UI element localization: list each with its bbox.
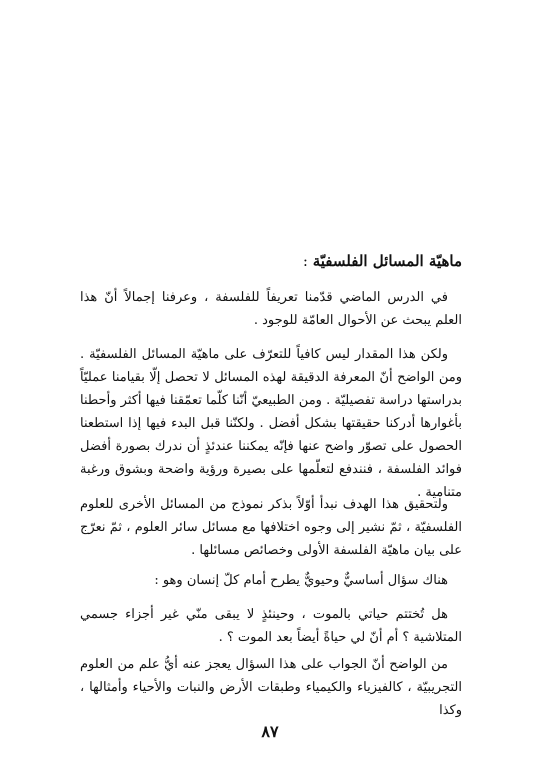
section-heading <box>303 252 462 270</box>
paragraph-answer <box>80 653 462 722</box>
paragraph-text: ولتحقيق هذا الهدف نبدأ أوّلاً بذكر نموذج من المسائل الأخرى للعلوم الفلسفيّة ، ثمّ نشير إلى وجوه اختلافها مع مسائل سائر العلوم ، ثمّ نعرّج على بيان ماهيّة الفلسفة الأولى وخصائص مسائلها . <box>80 497 462 558</box>
paragraph-insufficiency <box>80 343 462 504</box>
paragraph-method <box>80 493 462 562</box>
paragraph-text: ولكن هذا المقدار ليس كافياً للتعرّف على ماهيّة المسائل الفلسفيّة . ومن الواضح أنّ المعرفة الدقيقة لهذه المسائل لا تحصل إلّا بقيامنا عمليّاً بدراستها دراسة تفصيليّة . ومن الطبيعيّ أنّنا كلّما تعمّقنا فيها أكثر وأحطنا بأغوارها أدركنا حقيقتها بشكل أفضل . ولكنّنا قبل البدء فيها إذا استطعنا الحصول على تصوّر واضح عنها فإنّه يمكننا عندئذٍ أن ندرك بصورة أفضل فوائد الفلسفة ، فنندفع لتعلّمها على بصيرة ورؤية واضحة وبشوق ورغبة متنامية . <box>80 347 462 500</box>
paragraph-intro <box>80 286 462 332</box>
paragraph-question <box>80 603 462 649</box>
paragraph-text: في الدرس الماضي قدّمنا تعريفاً للفلسفة ، وعرفنا إجمالاً أنّ هذا العلم يبحث عن الأحوال العامّة للوجود . <box>80 290 462 328</box>
page-number: ٨٧ <box>261 722 279 741</box>
paragraph-text: هناك سؤال أساسيٌّ وحيويٌّ يطرح أمام كلّ إنسان وهو : <box>154 573 448 588</box>
heading-colon: : <box>302 252 313 270</box>
heading-title: ماهيّة المسائل الفلسفيّة <box>312 252 462 270</box>
paragraph-text: من الواضح أنّ الجواب على هذا السؤال يعجز عنه أيُّ علم من العلوم التجريبيّة ، كالفيزياء والكيمياء وطبقات الأرض والنبات والأحياء وأمثالها ، وكذا <box>80 657 462 718</box>
paragraph-text: هل تُختتم حياتي بالموت ، وحينئذٍ لا يبقى منّي غير أجزاء جسمي المتلاشية ؟ أم أنّ لي حياةً أيضاً بعد الموت ؟ . <box>80 607 462 645</box>
paragraph-question-intro <box>80 569 462 592</box>
